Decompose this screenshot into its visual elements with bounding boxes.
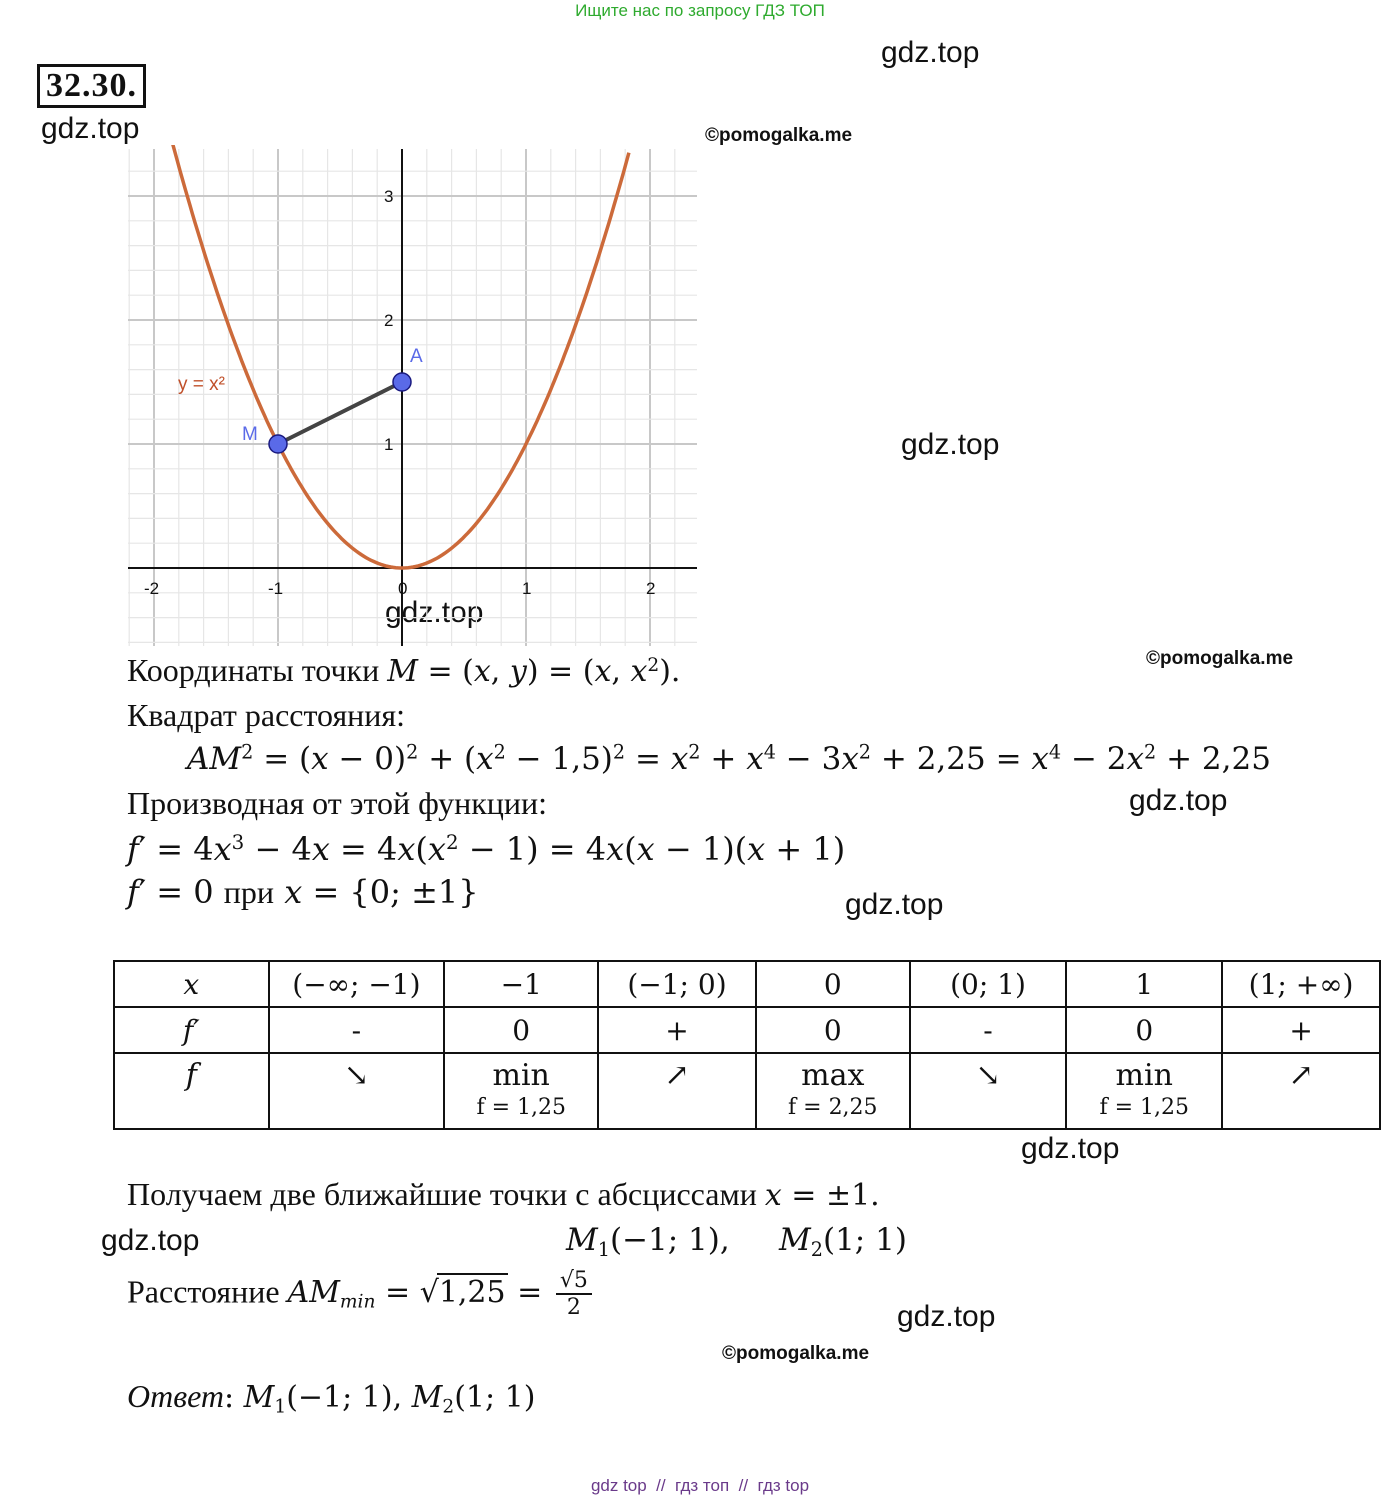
watermark: gdz.top [845,888,944,921]
table-cell: - [269,1007,445,1053]
table-row [114,961,1380,1007]
table-cell: - [910,1007,1067,1053]
table-cell: x [114,961,269,1007]
x-tick-label: -2 [144,579,160,598]
footer-links[interactable]: gdz top // гдз топ // гдз top [590,1476,810,1495]
table-row [114,1007,1380,1053]
table-cell: (−1; 0) [598,961,756,1007]
table-cell: ↘ [269,1053,445,1129]
table-cell: 1 [1066,961,1222,1007]
copyright-mark: ©pomogalka.me [1146,648,1294,669]
table-row [114,1053,1380,1129]
distance-word: Расстояние [127,1273,280,1310]
table-cell: (0; 1) [910,961,1067,1007]
copyright-mark: ©pomogalka.me [722,1343,870,1364]
watermark: gdz.top [1129,784,1228,817]
table-cell: (−∞; −1) [269,961,445,1007]
point-a [393,373,411,391]
point-m-label: M [242,424,258,445]
point-m [269,435,287,453]
table-cell: (1; +∞) [1222,961,1380,1007]
table-cell: ↘ [910,1053,1067,1129]
table-cell: f [114,1053,269,1129]
parabola-curve [173,145,629,568]
table-cell: max f = 2,25 [756,1053,910,1129]
table-cell: f′ [114,1007,269,1053]
distance-formula: $AM^2 = (x - 0)^2 + (x^2 - 1,5)^2 = x^2 + x^4 - 3x^2 + 2,25 = x^4 - 2x^2 + 2,25$ [187,740,1271,777]
watermark: gdz.top [881,36,980,69]
nearest-points: $M_1(-1$; 1), $M_2(1$; 1) [566,1222,907,1261]
answer-line: Ответ: $M_1(-1$; 1), $M_2(1$; 1) [127,1378,536,1418]
table-cell: min f = 1,25 [1066,1053,1222,1129]
derivative-formula: $f' = 4x^3 - 4x = 4x(x^2 - 1) = 4x(x - 1)(x + 1)$ [127,830,846,868]
distance-line: Расстояние $AM_{min} = √1,25$ = $\frac{√5}{2}$ [127,1268,592,1321]
y-tick-label: 3 [384,187,394,206]
table-cell: −1 [444,961,598,1007]
point-a-label: A [410,346,423,367]
watermark: gdz.top [385,596,484,629]
distance-square-label: Квадрат расстояния: [127,697,406,733]
table-cell: 0 [444,1007,598,1053]
watermark: gdz.top [901,428,1000,461]
table-cell: + [1222,1007,1380,1053]
curve-label: y = x² [178,374,225,395]
table-cell: 0 [756,1007,910,1053]
result-line: Получаем две ближайшие точки с абсциссами x = ±1. [127,1176,880,1213]
parabola-graph [120,145,705,650]
grid [128,149,697,646]
axes [128,149,697,646]
sign-table [113,960,1381,1130]
derivative-intro: Производная от этой функции: [127,785,548,821]
y-tick-label: 2 [384,311,394,330]
coords-line: Координаты точки M = (x, y) = (x, $x^2$). [127,652,681,689]
watermark: gdz.top [41,112,140,145]
x-tick-label: 1 [522,579,532,598]
table-cell: + [598,1007,756,1053]
problem-number: 32.30. [37,64,146,108]
table-cell: 0 [756,961,910,1007]
coords-prefix: Координаты точки [127,652,380,688]
watermark: gdz.top [101,1224,200,1257]
answer-label: Ответ [127,1378,224,1414]
copyright-mark: ©pomogalka.me [705,125,853,146]
search-banner: Ищите нас по запросу ГДЗ ТОП [575,1,825,20]
table-cell: 0 [1066,1007,1222,1053]
x-tick-label: 2 [646,579,656,598]
watermark: gdz.top [1021,1132,1120,1165]
result-text: Получаем две ближайшие точки с абсциссами [127,1176,757,1212]
table-cell: ↗ [598,1053,756,1129]
derivative-zeros: f′ = 0 при x = {0; ±1} [127,873,479,911]
table-cell: ↗ [1222,1053,1380,1129]
x-tick-label: 0 [398,579,408,598]
y-tick-label: 1 [384,435,394,454]
zero-when-word: при [223,874,275,910]
watermark: gdz.top [897,1300,996,1333]
x-tick-label: -1 [268,579,284,598]
table-cell: min f = 1,25 [444,1053,598,1129]
